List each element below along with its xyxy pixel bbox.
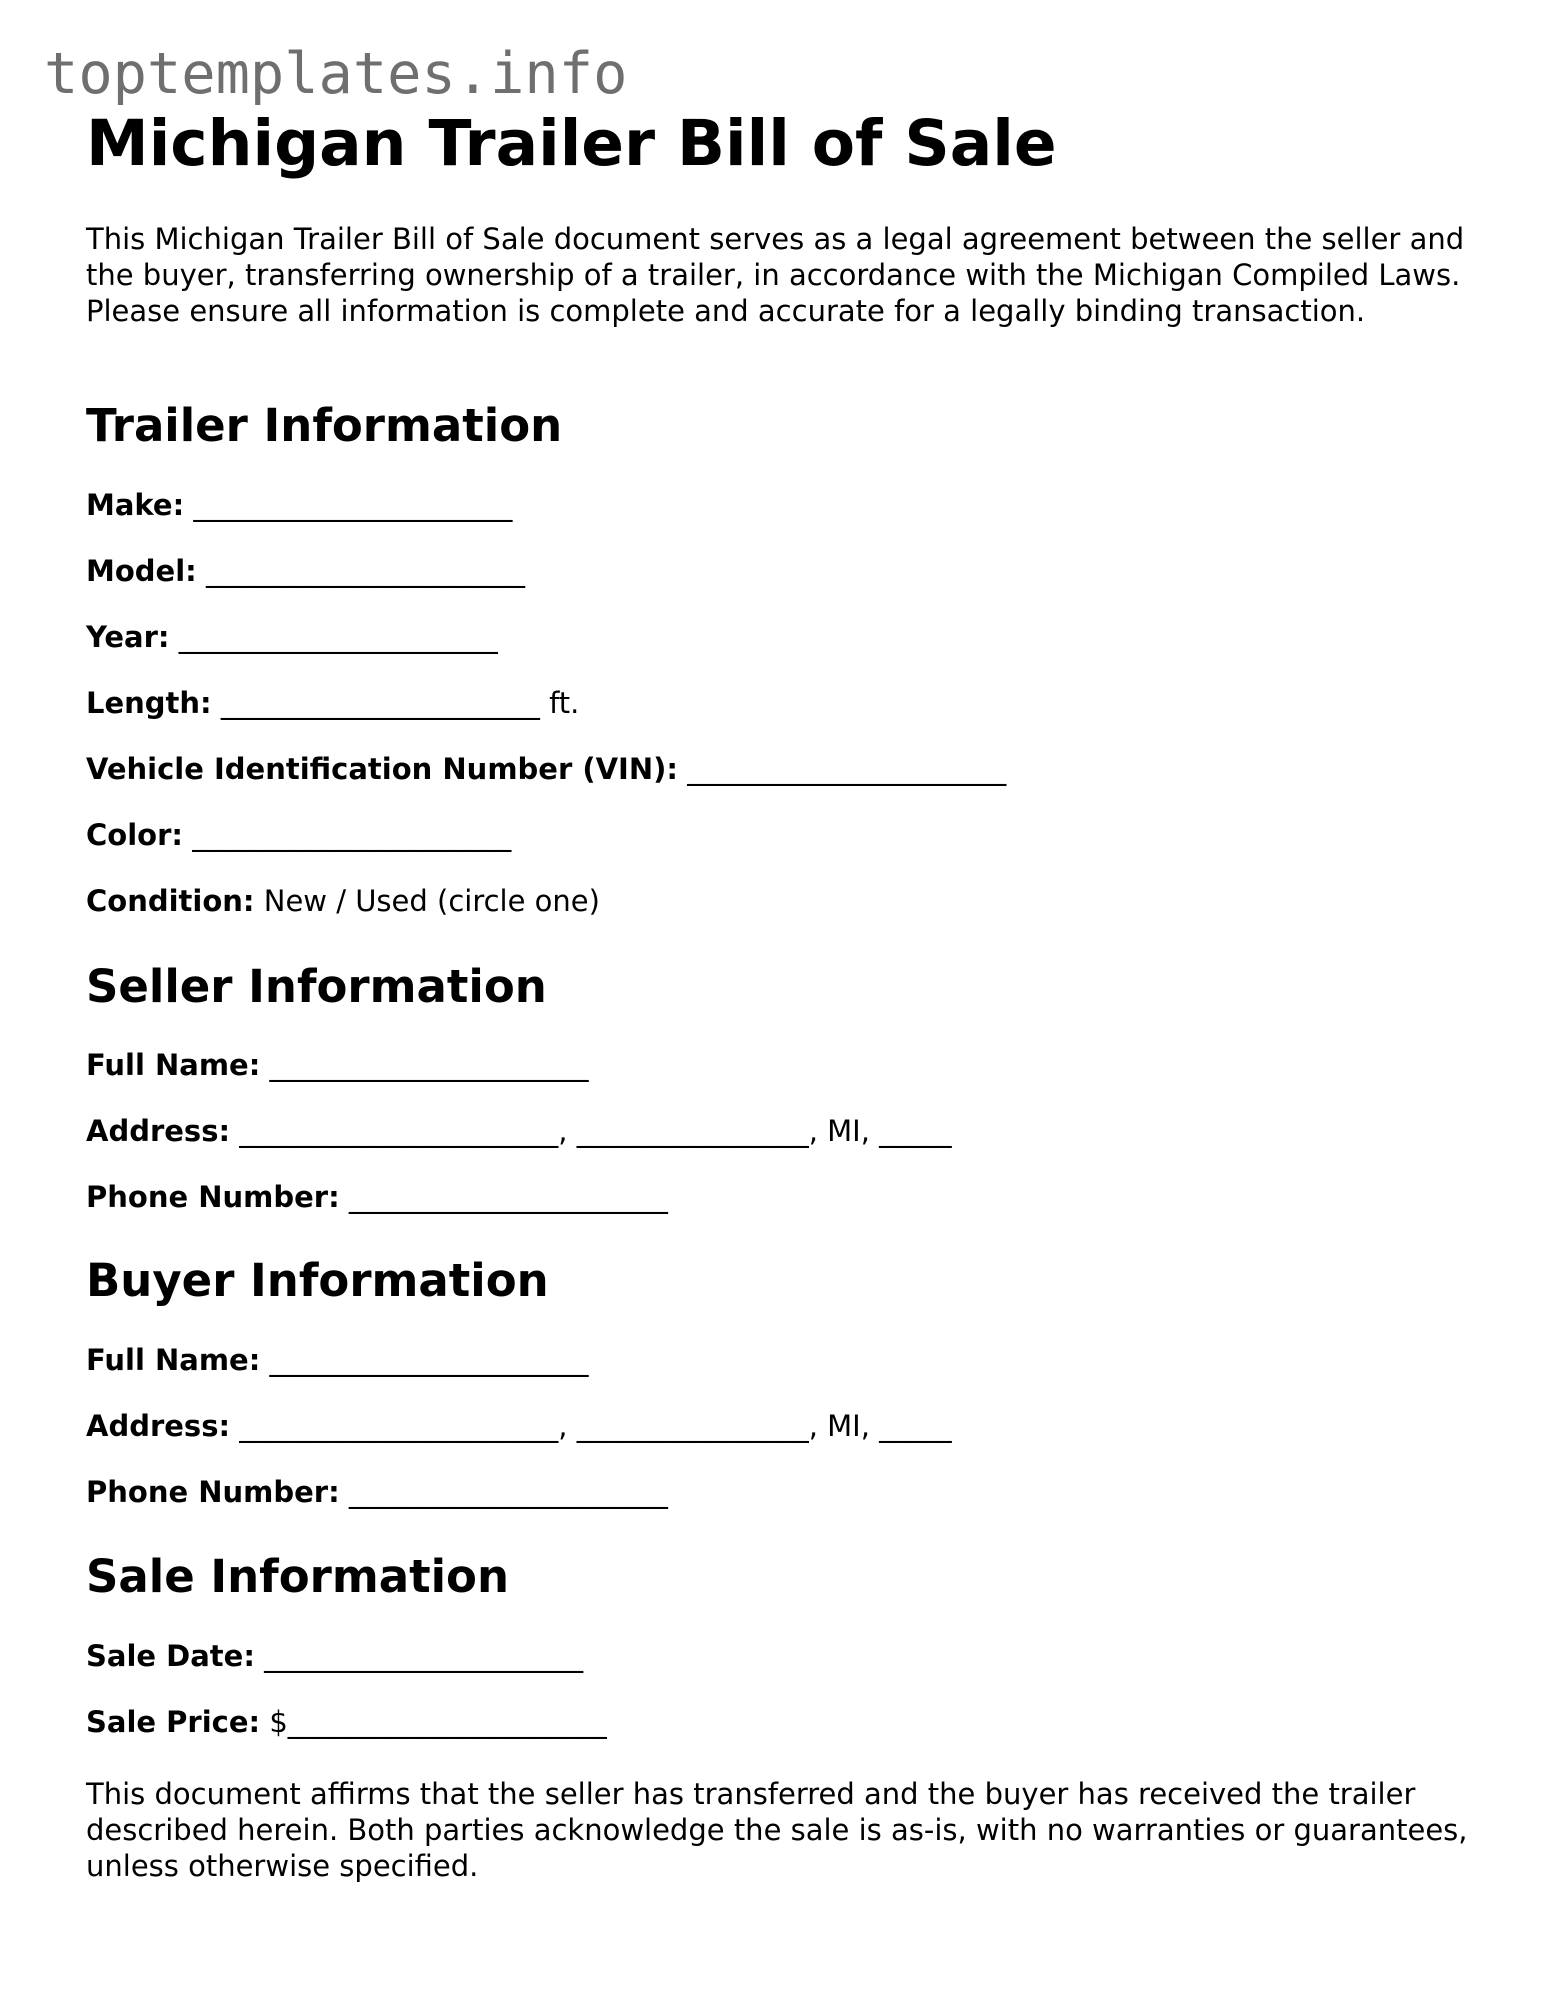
- seller-phone-blank: ______________________: [348, 1180, 668, 1214]
- year-blank: ______________________: [178, 620, 498, 654]
- buyer-address-label: Address:: [86, 1409, 231, 1443]
- sale-date-blank: ______________________: [264, 1639, 584, 1673]
- buyer-full-name-field: [86, 1343, 589, 1377]
- make-label: Make:: [86, 488, 185, 522]
- make-field: [86, 488, 513, 522]
- condition-field: [86, 884, 600, 918]
- seller-address-label: Address:: [86, 1114, 231, 1148]
- sale-price-label: Sale Price:: [86, 1705, 261, 1739]
- buyer-full-name-blank: ______________________: [269, 1343, 589, 1377]
- buyer-phone-blank: ______________________: [348, 1475, 668, 1509]
- trailer-section-heading: Trailer Information: [86, 399, 563, 452]
- length-blank: ______________________ ft.: [220, 686, 580, 720]
- sale-section-heading: Sale Information: [86, 1550, 509, 1603]
- seller-full-name-field: [86, 1048, 589, 1082]
- buyer-full-name-label: Full Name:: [86, 1343, 261, 1377]
- color-blank: ______________________: [192, 818, 512, 852]
- buyer-address-field: [86, 1409, 952, 1443]
- model-label: Model:: [86, 554, 197, 588]
- length-label: Length:: [86, 686, 212, 720]
- vin-blank: ______________________: [687, 752, 1007, 786]
- make-blank: ______________________: [193, 488, 513, 522]
- condition-options: New / Used (circle one): [263, 884, 600, 918]
- intro-paragraph: This Michigan Trailer Bill of Sale document serves as a legal agreement between the seller and the buyer, transferring ownership of a trailer, in accordance with the Michigan Compiled Laws. Please ensure all information is complete and accurate for a legally binding transaction.: [86, 222, 1465, 328]
- year-field: [86, 620, 498, 654]
- buyer-phone-label: Phone Number:: [86, 1475, 340, 1509]
- color-label: Color:: [86, 818, 183, 852]
- buyer-section-heading: Buyer Information: [86, 1254, 549, 1307]
- sale-date-label: Sale Date:: [86, 1639, 255, 1673]
- length-field: [86, 686, 580, 720]
- seller-address-blank: ______________________, ________________, MI, _____: [239, 1114, 952, 1148]
- condition-label: Condition:: [86, 884, 255, 918]
- seller-phone-label: Phone Number:: [86, 1180, 340, 1214]
- buyer-address-blank: ______________________, ________________, MI, _____: [239, 1409, 952, 1443]
- model-blank: ______________________: [205, 554, 525, 588]
- seller-full-name-blank: ______________________: [269, 1048, 589, 1082]
- sale-price-blank: $______________________: [269, 1705, 607, 1739]
- seller-full-name-label: Full Name:: [86, 1048, 261, 1082]
- sale-date-field: [86, 1639, 584, 1673]
- year-label: Year:: [86, 620, 170, 654]
- document-title: Michigan Trailer Bill of Sale: [86, 107, 1057, 180]
- vin-label: Vehicle Identification Number (VIN):: [86, 752, 678, 786]
- seller-address-field: [86, 1114, 952, 1148]
- seller-section-heading: Seller Information: [86, 960, 547, 1013]
- vin-field: [86, 752, 1007, 786]
- sale-price-field: [86, 1705, 607, 1739]
- closing-paragraph: This document affirms that the seller has transferred and the buyer has received the trailer described herein. Both parties acknowledge the sale is as-is, with no warranties or guarantees, unless otherwise specified.: [86, 1777, 1468, 1883]
- watermark: toptemplates.info: [44, 41, 628, 107]
- seller-phone-field: [86, 1180, 668, 1214]
- buyer-phone-field: [86, 1475, 668, 1509]
- model-field: [86, 554, 525, 588]
- color-field: [86, 818, 512, 852]
